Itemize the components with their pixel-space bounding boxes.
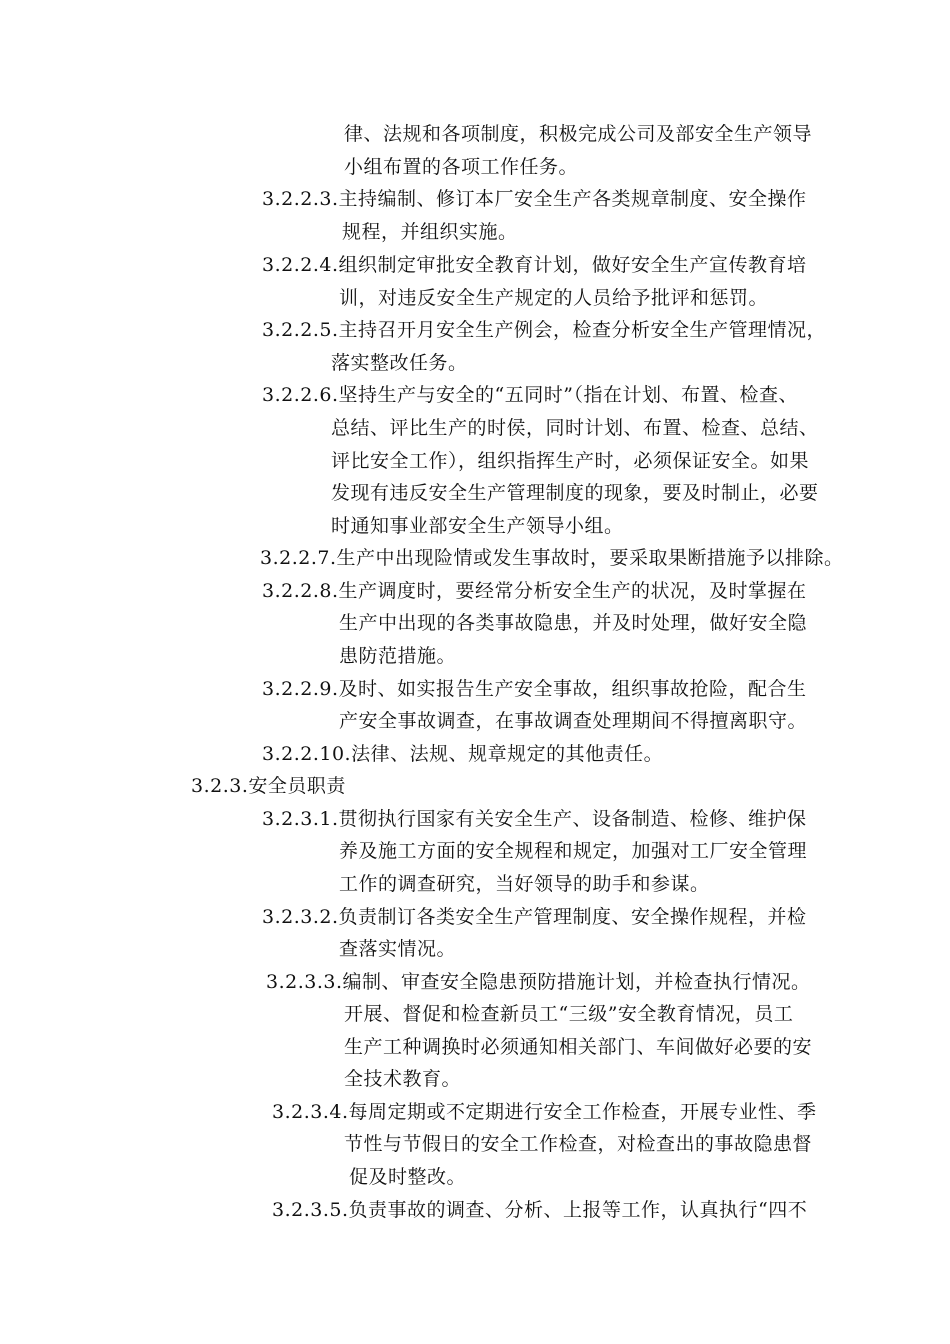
text-line: 3.2.3.1.贯彻执行国家有关安全生产、设备制造、检修、维护保 [262,808,807,830]
text-line: 3.2.2.8.生产调度时，要经常分析安全生产的状况，及时掌握在 [262,580,807,602]
text-line: 3.2.2.6.坚持生产与安全的“五同时”（指在计划、布置、检查、 [262,384,798,406]
text-line: 训，对违反安全生产规定的人员给予批评和惩罚。 [339,287,769,309]
text-line: 3.2.3.4.每周定期或不定期进行安全工作检查，开展专业性、季 [272,1101,817,1123]
text-line: 产安全事故调查，在事故调查处理期间不得擅离职守。 [339,710,808,732]
text-line: 3.2.2.7.生产中出现险情或发生事故时，要采取果断措施予以排除。 [260,547,844,569]
text-line: 3.2.3.3.编制、审查安全隐患预防措施计划，并检查执行情况。 [266,971,811,993]
text-line: 3.2.2.4.组织制定审批安全教育计划，做好安全生产宣传教育培 [262,254,807,276]
text-line: 全技术教育。 [344,1068,462,1090]
text-line: 3.2.3.5.负责事故的调查、分析、上报等工作，认真执行“四不 [272,1199,808,1221]
text-line: 总结、评比生产的时侯，同时计划、布置、检查、总结、 [331,417,819,439]
text-line: 落实整改任务。 [331,352,468,374]
text-line: 时通知事业部安全生产领导小组。 [331,515,624,537]
text-line: 3.2.2.10.法律、法规、规章规定的其他责任。 [262,743,664,765]
section-heading: 3.2.3.安全员职责 [191,775,346,797]
text-line: 律、法规和各项制度，积极完成公司及部安全生产领导 [344,123,813,145]
text-line: 规程，并组织实施。 [342,221,518,243]
text-line: 3.2.3.2.负责制订各类安全生产管理制度、安全操作规程，并检 [262,906,807,928]
text-line: 促及时整改。 [349,1166,467,1188]
text-line: 生产中出现的各类事故隐患，并及时处理，做好安全隐 [339,612,808,634]
text-line: 节性与节假日的安全工作检查，对检查出的事故隐患督 [344,1133,813,1155]
text-line: 生产工种调换时必须通知相关部门、车间做好必要的安 [344,1036,813,1058]
text-line: 工作的调查研究，当好领导的助手和参谋。 [339,873,710,895]
text-line: 养及施工方面的安全规程和规定，加强对工厂安全管理 [339,840,808,862]
text-line: 开展、督促和检查新员工“三级”安全教育情况，员工 [344,1003,794,1025]
text-line: 发现有违反安全生产管理制度的现象，要及时制止，必要 [331,482,819,504]
text-line: 查落实情况。 [339,938,457,960]
text-line: 患防范措施。 [339,645,457,667]
text-line: 3.2.2.9.及时、如实报告生产安全事故，组织事故抢险，配合生 [262,678,807,700]
text-line: 小组布置的各项工作任务。 [344,156,579,178]
text-line: 评比安全工作），组织指挥生产时，必须保证安全。如果 [331,450,810,472]
text-line: 3.2.2.5.主持召开月安全生产例会，检查分析安全生产管理情况， [262,319,827,341]
text-line: 3.2.2.3.主持编制、修订本厂安全生产各类规章制度、安全操作 [262,188,807,210]
